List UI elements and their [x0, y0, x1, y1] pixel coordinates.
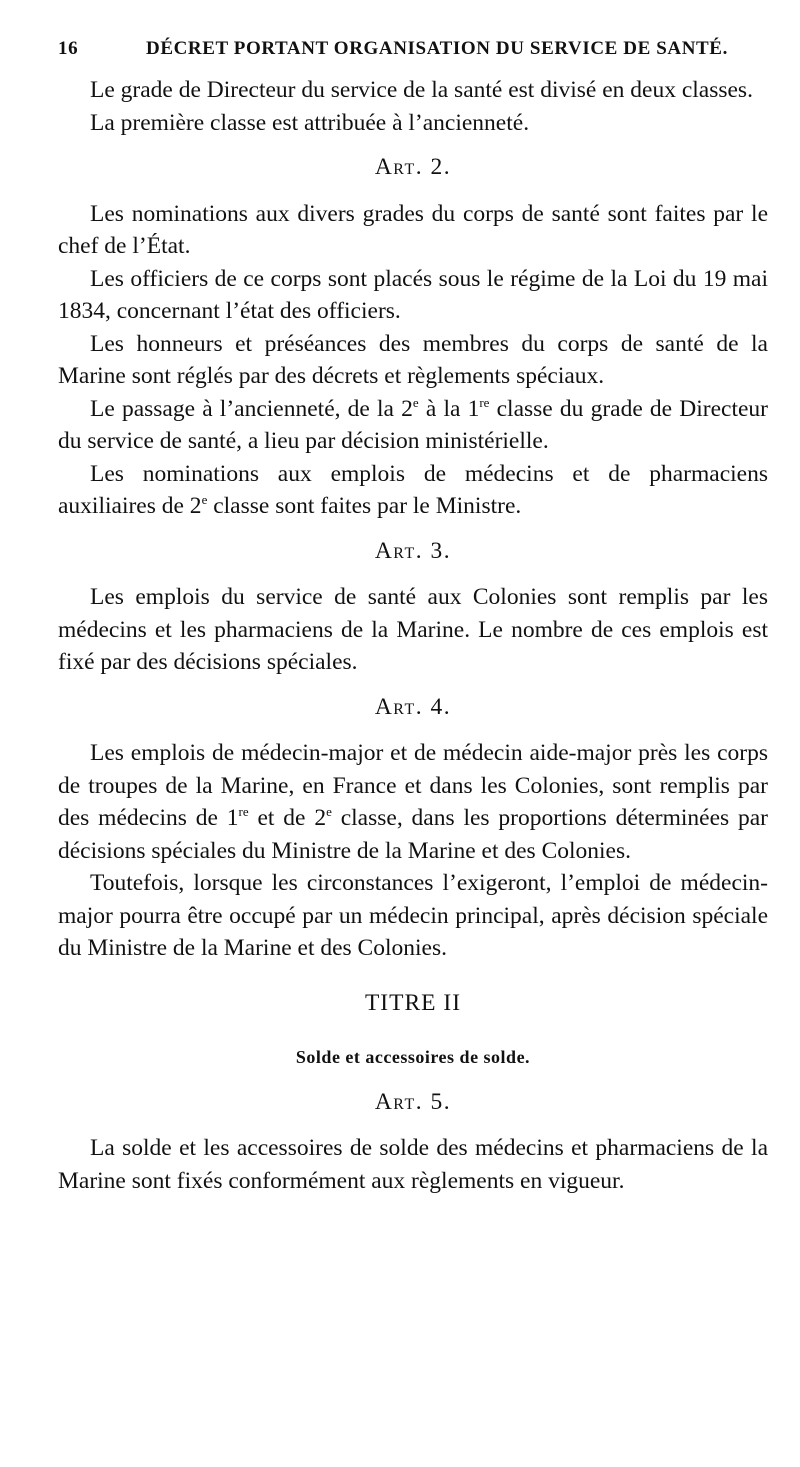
- article-heading: Art. 2.: [374, 154, 452, 180]
- paragraph: Les officiers de ce corps sont placés sous le régime de la Loi du 19 mai 1834, concernant l’état des officiers.: [58, 265, 768, 324]
- text-run: Les emplois de médecin-major et de médecin aide-major près les corps de troupes de la Marine, en France et dans les Colonies, sont remplis par des médecins de 1: [58, 740, 768, 831]
- paragraph: Les honneurs et préséances des membres du corps de santé de la Marine sont réglés par des décrets et règlements spéciaux.: [58, 330, 768, 389]
- ordinal-suffix: re: [238, 804, 249, 820]
- section-subtitle: Solde et accessoires de solde.: [295, 1047, 531, 1067]
- paragraph: Les emplois du service de santé aux Colonies sont remplis par les médecins et les pharmaciens de la Marine. Le nombre de ces emplois est fixé par des décisions spéciales.: [58, 584, 768, 675]
- running-title: DÉCRET PORTANT ORGANISATION DU SERVICE DE SANTÉ.: [146, 38, 728, 59]
- article-heading: Art. 4.: [374, 693, 452, 720]
- paragraph: [58, 458, 768, 523]
- ordinal-suffix: e: [201, 492, 208, 508]
- ordinal-suffix: e: [412, 394, 419, 410]
- paragraph: [58, 393, 768, 458]
- body-text: [58, 74, 768, 1197]
- ordinal-suffix: e: [326, 804, 332, 820]
- paragraph: Le grade de Directeur du service de la santé est divisé en deux classes.: [90, 77, 753, 103]
- text-run: Le passage à l’ancienneté, de la 2: [90, 395, 413, 422]
- article-heading: Art. 5.: [374, 1088, 452, 1115]
- text-run: classe sont faites par le Ministre.: [207, 493, 522, 519]
- paragraph: La solde et les accessoires de solde des médecins et pharmaciens de la Marine sont fixés conformément aux règlements en vigueur.: [58, 1135, 768, 1194]
- paragraph: [58, 737, 768, 867]
- paragraph: Les nominations aux divers grades du corps de santé sont faites par le chef de l’État.: [58, 200, 768, 259]
- text-run: et de 2: [248, 805, 327, 831]
- text-run: Les nominations aux emplois de médecins et de pharmaciens auxiliaires de 2: [58, 460, 768, 519]
- section-title: TITRE II: [364, 989, 462, 1016]
- paragraph: La première classe est attribuée à l’ancienneté.: [90, 109, 530, 136]
- page-number: 16: [58, 38, 79, 59]
- running-head: [58, 38, 774, 68]
- text-run: classe, dans les proportions déterminées par décisions spéciales du Ministre de la Marine et des Colonies.: [58, 805, 769, 864]
- text-run: à la 1: [418, 395, 480, 422]
- paragraph: Toutefois, lorsque les circonstances l’exigeront, l’emploi de médecin-major pourra être occupé par un médecin principal, après décision spéciale du Ministre de la Marine et des Colonies.: [58, 870, 768, 961]
- article-heading: Art. 3.: [374, 537, 452, 564]
- ordinal-suffix: re: [479, 394, 490, 410]
- text-run: classe du grade de Directeur du service de santé, a lieu par décision ministérielle.: [58, 395, 769, 454]
